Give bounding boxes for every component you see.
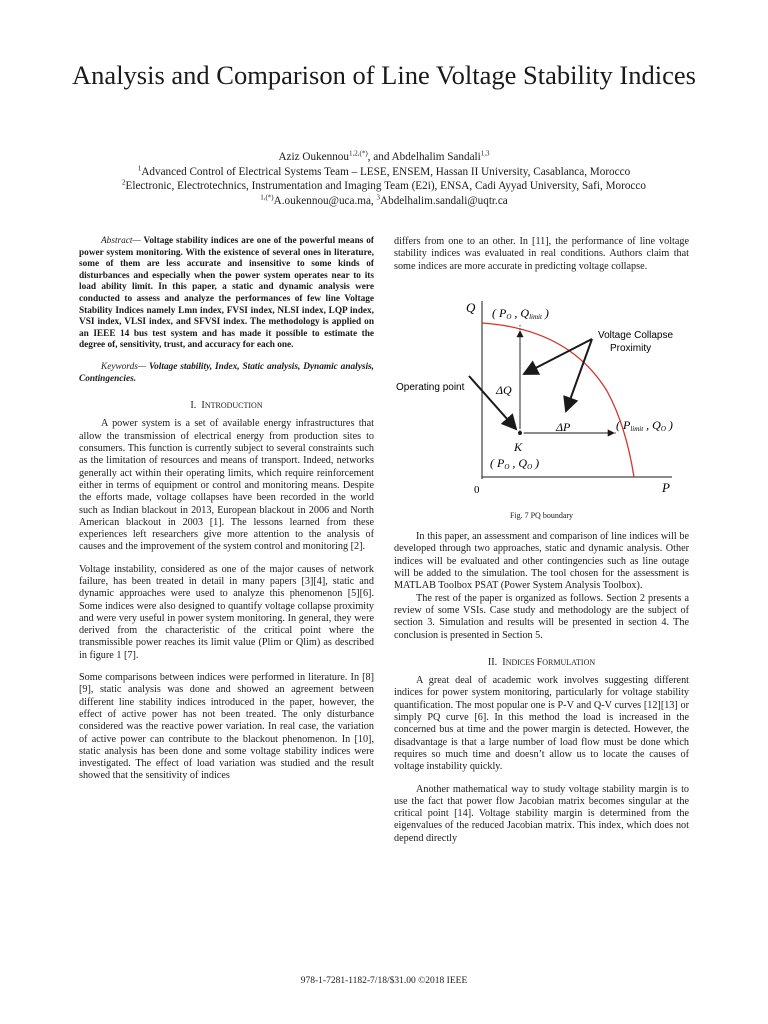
label-plimit-qo: ( Plimit , QO ) xyxy=(616,417,673,433)
section-heading-indices: II. INDICES FORMULATION xyxy=(487,656,596,668)
vcp-label-line1: Voltage Collapse xyxy=(598,329,674,341)
intro-paragraph-2: Voltage instability, considered as one of the major causes of network failure, has been treated in detail in many papers [3][4], static and dynamic approaches were used to analyze this phenomenon [5][6]. Some indices were also designed to quantify voltage collapse proximity and were very useful in power system monitoring. In general, they were derived from the characteristic of the critical point where the transmissible power reaches its limit value (Plim or Qlim) as described in figure 1 [7]. xyxy=(79,563,374,661)
intro-paragraph-6: The rest of the paper is organized as follows. Section 2 presents a review of some VSIs. Case study and methodology are the subject of section 3. Simulation and results will be presented in section 4. The conclusion is presented in Section 5. xyxy=(394,592,689,641)
left-column xyxy=(79,236,374,783)
q-axis-label: Q xyxy=(466,299,476,315)
author-block xyxy=(60,150,708,208)
operating-point-k xyxy=(518,431,522,435)
origin-label: 0 xyxy=(474,483,480,496)
affiliation-1: $^1$Advanced Control of Electrical Systems Team – LESE, ENSEM, Hassan II University, Casablanca, Morocco xyxy=(137,163,631,178)
right-column xyxy=(394,236,689,845)
delta-q-label: ΔQ xyxy=(496,382,512,397)
delta-p-label: ΔP xyxy=(556,419,571,434)
paper-title: Analysis and Comparison of Line Voltage Stability Indices xyxy=(72,60,696,90)
indices-paragraph-1: A great deal of academic work involves suggesting different indices for power system monitoring, particularly for voltage stability quantification. The most popular one is P-V and Q-V curves [12][13] or simply PQ curve [6]. In this method the load is increased in the concerned bus at time and the power margin is detected. However, the disadvantage is that a large number of load flow must be done which requires so much time and doesn’t allow us to locate the causes of voltage instability quickly. xyxy=(394,675,689,773)
abstract: Abstract— Voltage stability indices are one of the powerful means of power system monitoring. With the existence of several ones in literature, some of them are less accurate and insensitive to some kinds of disturbances and especially when the power system operates near to its load ability limit. In this paper, a static and dynamic analysis were conducted to assess and analyze the performances of few line Voltage Stability Indices namely Lmn index, FVSI index, NLSI index, LQP index, VSI index, VLSI index, and SFVSI index. The methodology is applied on an IEEE 14 bus test system and has made it possible to estimate the degree of, sensitivity, trust, and accuracy for each one. xyxy=(79,236,374,351)
affiliation-2: $^2$Electronic, Electrotechnics, Instrumentation and Imaging Team (E2i), ENSA, Cadi Ayyad University, Safi, Morocco xyxy=(122,178,646,192)
page-footer: 978-1-7281-1182-7/18/$31.00 ©2018 IEEE xyxy=(300,976,468,986)
author-emails: $^{1,(*)}$A.oukennou@uca.ma, $^3$Abdelhalim.sandali@uqtr.ca xyxy=(260,192,508,207)
p-axis-label: P xyxy=(662,479,670,495)
pq-boundary-diagram xyxy=(394,281,689,506)
figure-caption: Fig. 7 PQ boundary xyxy=(509,510,574,520)
intro-paragraph-1: A power system is a set of available energy infrastructures that allow the transmission of electrical energy from production sites to consumers. This function is currently subject to several constraints such as the limitation of resources and means of transport. Indeed, networks generally act within their operating limits, which require reinforcement either in terms of equipment or control and monitoring means. Despite the efforts made, voltage collapses have been recorded in the world such as Indian blackout in 2013, European blackout in 2006 and North American blackout in 2003 [1]. The lessons learned from these experiences left researchers give more attention to the analysis of causes and the improvement of the system control and monitoring [2]. xyxy=(79,418,374,553)
intro-paragraph-3: Some comparisons between indices were performed in literature. In [8][9], static analysis was done and showed an agreement between different line stability indices introduced in the paper, however, the effect of active power has not been treated. The only disturbance considered was the reactive power variation. In real case, the variation of active power can contribute to the blackout phenomenon. In [10], static analysis has been done and some voltage stability indices were investigated. The effect of load variation was studied and the result showed that the sensitivity of indices xyxy=(79,672,374,782)
intro-paragraph-4: differs from one to an other. In [11], the performance of line voltage stability indices was evaluated in real conditions. Authors claim that some indices are more accurate in predicting voltage collapse. xyxy=(394,236,689,272)
pq-boundary-figure xyxy=(394,281,689,506)
operating-point-label: Operating point xyxy=(396,381,465,393)
section-heading-introduction: I. INTRODUCTION xyxy=(190,400,263,412)
label-k: K xyxy=(514,439,523,454)
indices-paragraph-2: Another mathematical way to study voltage stability margin is to use the fact that power flow Jacobian matrix becomes singular at the critical point [14]. Voltage stability margin is determined from the eigenvalues of the reduced Jacobian matrix. This index, which does not depend directly xyxy=(394,783,689,844)
label-po-qo: ( PO , QO ) xyxy=(490,455,540,471)
author-names: Aziz Oukennou$^{1,2,(*)}$, and Abdelhalim Sandali$^{1,3}$ xyxy=(278,149,490,163)
intro-paragraph-5: In this paper, an assessment and comparison of line indices will be developed through two approaches, static and dynamic analysis. Other indices will be evaluated and other contingencies such as line outage will be added to the simulation. The tool chosen for the assessment is MATLAB Toolbox PSAT (Power System Analysis Toolbox). xyxy=(394,531,689,592)
keywords: Keywords— Voltage stability, Index, Static analysis, Dynamic analysis, Contingencies. xyxy=(79,361,374,384)
label-po-qlimit: ( PO , Qlimit ) xyxy=(492,305,549,321)
vcp-label-line2: Proximity xyxy=(610,342,652,354)
